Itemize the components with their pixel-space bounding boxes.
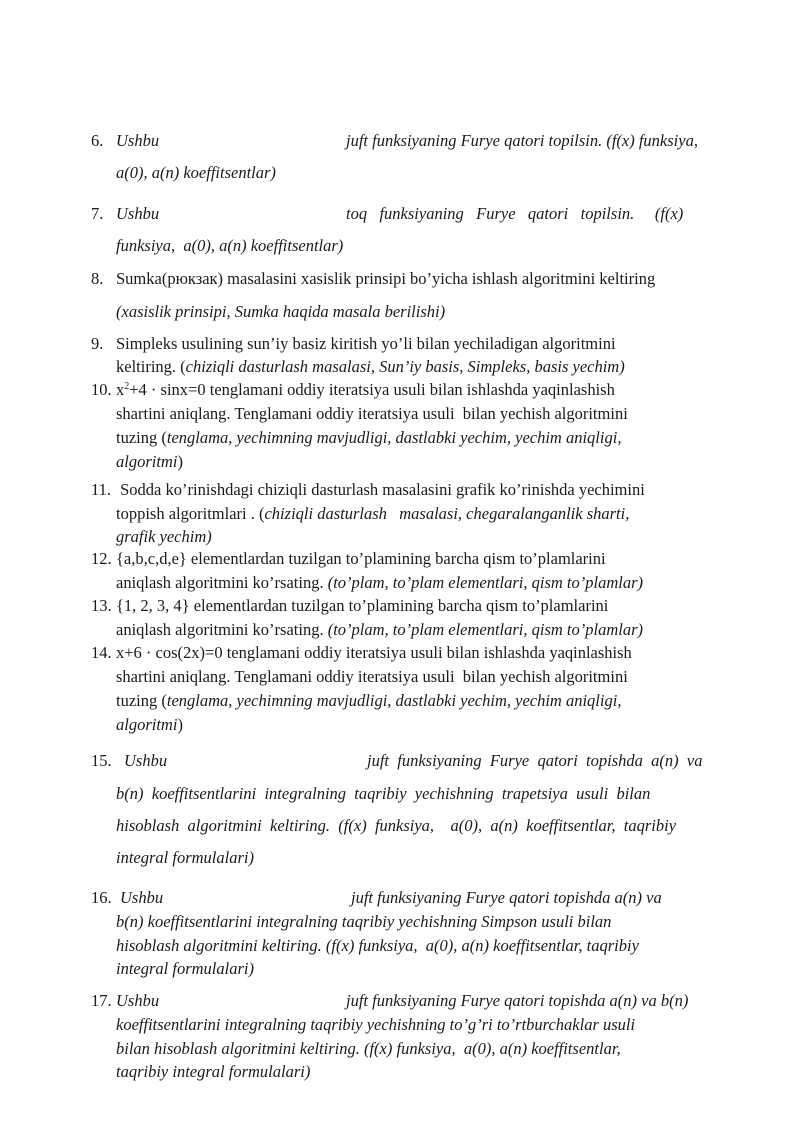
- item-8-line-1: Sumka(рюкзак) masalasini xasislik prinsipi bo’yicha ishlash algoritmini keltiring: [116, 269, 656, 288]
- item-13-line-2-italic: (to’plam, to’plam elementlari, qism to’plamlar): [327, 620, 644, 639]
- item-15-line-2: b(n) koeffitsentlarini integralning taqribiy yechishning trapetsiya usuli bilan: [116, 784, 651, 803]
- item-12-line-1: {a,b,c,d,e} elementlardan tuzilgan to’plamining barcha qism to’plamlarini: [116, 549, 606, 568]
- item-6-number: 6.: [91, 131, 104, 150]
- item-10-line-1: [116, 380, 615, 400]
- item-14-line-4-italic: algoritmi: [116, 715, 178, 734]
- item-9-line-2-italic: chiziqli dasturlash masalasi, Sun’iy basis, Simpleks, basis yechim): [185, 357, 625, 376]
- item-8-line-2: (xasislik prinsipi, Sumka haqida masala berilishi): [116, 302, 446, 321]
- item-14-line-3: [116, 691, 621, 711]
- item-7-lead: Ushbu: [116, 204, 160, 223]
- item-10-line-4-italic: algoritmi: [116, 452, 178, 471]
- item-7-line-1: toq funksiyaning Furye qatori topilsin. (f(x): [346, 204, 684, 223]
- item-13-number: 13.: [91, 596, 112, 615]
- item-14-line-2: shartini aniqlang. Tenglamani oddiy iteratsiya usuli bilan yechish algoritmini: [116, 667, 628, 686]
- item-17-line-3: bilan hisoblash algoritmini keltiring. (f(x) funksiya, a(0), a(n) koeffitsentlar,: [116, 1039, 621, 1058]
- item-9-line-2-plain: keltiring. (: [116, 357, 186, 376]
- item-7-line-2: funksiya, a(0), a(n) koeffitsentlar): [116, 236, 344, 255]
- item-14-line-4: [116, 715, 183, 735]
- item-14-number: 14.: [91, 643, 112, 662]
- item-14-line-3-plain: tuzing (: [116, 691, 167, 710]
- item-11-line-3: grafik yechim): [116, 527, 212, 546]
- item-17-line-4: taqribiy integral formulalari): [116, 1062, 311, 1081]
- item-10-line-3-italic: tenglama, yechimning mavjudligi, dastlabki yechim, yechim aniqligi,: [166, 428, 622, 447]
- item-16-line-1: juft funksiyaning Furye qatori topishda a(n) va: [351, 888, 662, 907]
- item-10-line-4: [116, 452, 183, 472]
- item-14-line-1: x+6 · cos(2x)=0 tenglamani oddiy iteratsiya usuli bilan ishlashda yaqinlashish: [116, 643, 632, 662]
- item-11-line-2: [116, 504, 629, 524]
- item-14-line-3-italic: tenglama, yechimning mavjudligi, dastlabki yechim, yechim aniqligi,: [166, 691, 622, 710]
- item-12-number: 12.: [91, 549, 112, 568]
- item-11-line-2-italic: chiziqli dasturlash masalasi, chegaralanganlik sharti,: [264, 504, 630, 523]
- item-10-line-4-plain: ): [177, 452, 183, 471]
- item-11-line-1: Sodda ko’rinishdagi chiziqli dasturlash masalasini grafik ko’rinishda yechimini: [116, 480, 645, 499]
- item-6-line-2: a(0), a(n) koeffitsentlar): [116, 163, 276, 182]
- item-10-number: 10.: [91, 380, 112, 399]
- item-9-line-2: [116, 357, 625, 377]
- item-9-line-1: Simpleks usulining sun’iy basiz kiritish yo’li bilan yechiladigan algoritmini: [116, 334, 616, 353]
- item-16-line-4: integral formulalari): [116, 959, 254, 978]
- item-10-line-3-plain: tuzing (: [116, 428, 167, 447]
- item-16-lead: Ushbu: [120, 888, 164, 907]
- item-9-number: 9.: [91, 334, 104, 353]
- item-15-lead: Ushbu: [124, 751, 168, 770]
- item-17-line-2: koeffitsentlarini integralning taqribiy yechishning to’g’ri to’rtburchaklar usuli: [116, 1015, 636, 1034]
- item-10-x: x: [116, 380, 125, 399]
- item-10-line-2: shartini aniqlang. Tenglamani oddiy iteratsiya usuli bilan yechish algoritmini: [116, 404, 628, 423]
- item-13-line-2-plain: aniqlash algoritmini ko’rsating.: [116, 620, 328, 639]
- item-15-line-1: juft funksiyaning Furye qatori topishda a(n) va: [367, 751, 703, 770]
- item-12-line-2-italic: (to’plam, to’plam elementlari, qism to’plamlar): [327, 573, 644, 592]
- item-12-line-2: [116, 573, 643, 593]
- item-15-number: 15.: [91, 751, 112, 770]
- item-14-line-4-plain: ): [177, 715, 183, 734]
- item-17-lead: Ushbu: [116, 991, 160, 1010]
- item-15-line-3: hisoblash algoritmini keltiring. (f(x) funksiya, a(0), a(n) koeffitsentlar, taqribiy: [116, 816, 677, 835]
- item-10-line-3: [116, 428, 621, 448]
- item-15-line-4: integral formulalari): [116, 848, 254, 867]
- item-16-number: 16.: [91, 888, 112, 907]
- item-11-line-2-plain: toppish algoritmlari . (: [116, 504, 265, 523]
- item-10-line-1-text: +4 · sinx=0 tenglamani oddiy iteratsiya usuli bilan ishlashda yaqinlashish: [129, 380, 615, 399]
- item-17-line-1: juft funksiyaning Furye qatori topishda a(n) va b(n): [346, 991, 689, 1010]
- item-16-line-2: b(n) koeffitsentlarini integralning taqribiy yechishning Simpson usuli bilan: [116, 912, 612, 931]
- item-17-number: 17.: [91, 991, 112, 1010]
- item-12-line-2-plain: aniqlash algoritmini ko’rsating.: [116, 573, 328, 592]
- item-16-line-3: hisoblash algoritmini keltiring. (f(x) funksiya, a(0), a(n) koeffitsentlar, taqribiy: [116, 936, 639, 955]
- item-11-number: 11.: [91, 480, 112, 499]
- item-10-exponent: 2: [124, 381, 130, 392]
- item-7-number: 7.: [91, 204, 104, 223]
- item-13-line-1: {1, 2, 3, 4} elementlardan tuzilgan to’plamining barcha qism to’plamlarini: [116, 596, 609, 615]
- item-6-lead: Ushbu: [116, 131, 160, 150]
- item-6-line-1: juft funksiyaning Furye qatori topilsin. (f(x) funksiya,: [346, 131, 698, 150]
- item-13-line-2: [116, 620, 643, 640]
- item-8-number: 8.: [91, 269, 104, 288]
